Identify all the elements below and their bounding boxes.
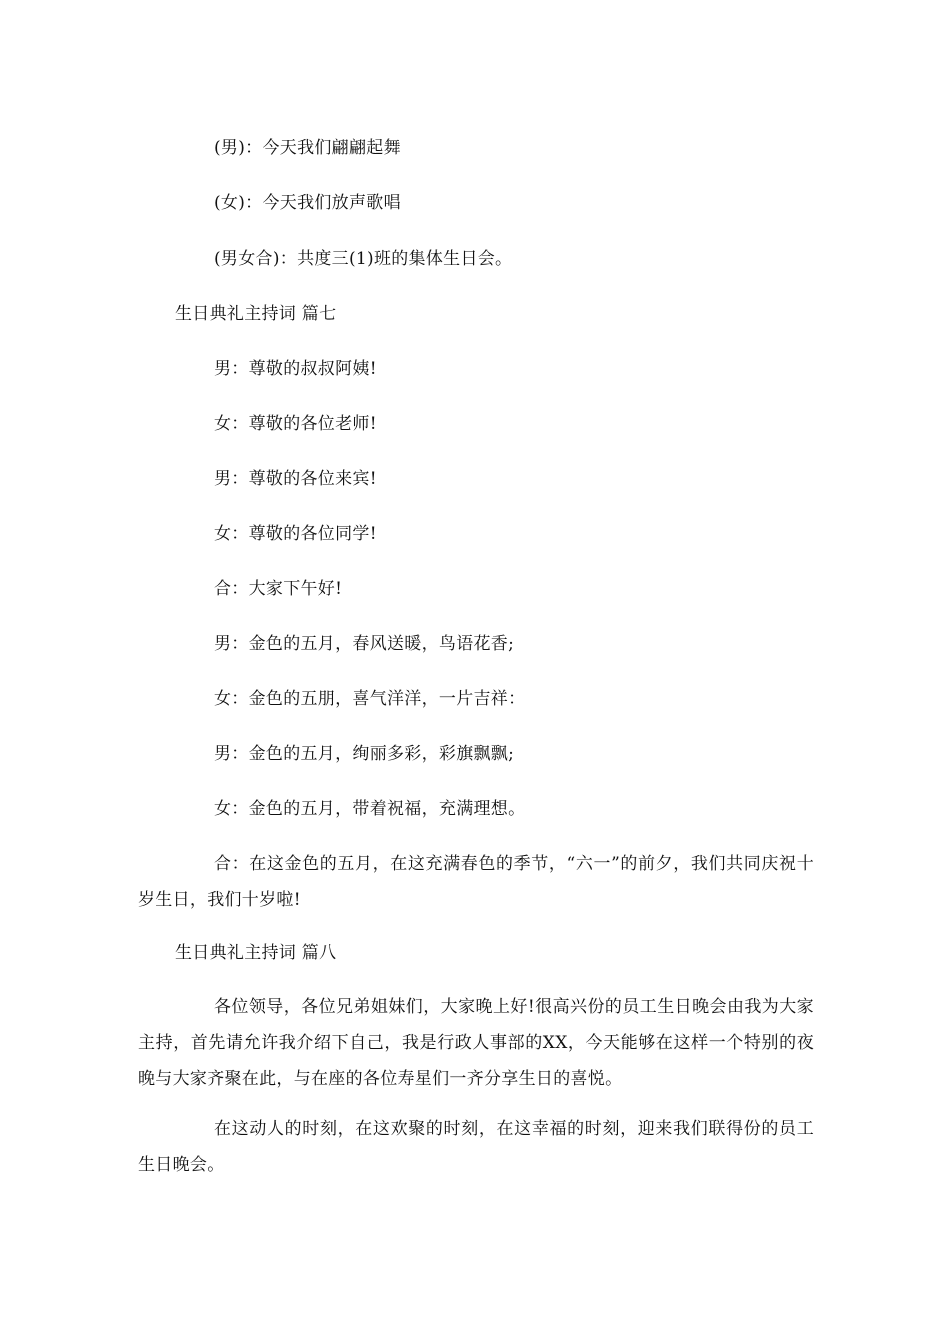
body-paragraph: 各位领导，各位兄弟姐妹们，大家晚上好!很高兴份的员工生日晚会由我为大家主持，首先请允许我介绍下自己，我是行政人事部的XX，今天能够在这样一个特别的夜晚与大家齐聚在此，与在座的各位寿星们一齐分享生日的喜悦。 (138, 997, 814, 1089)
dialogue-line: 女：尊敬的各位同学! (214, 524, 377, 544)
closing-paragraph: 合：在这金色的五月，在这充满春色的季节，“六一”的前夕，我们共同庆祝十岁生日，我们十岁啦! (138, 854, 814, 910)
dialogue-line: 女：尊敬的各位老师! (214, 414, 377, 434)
dialogue-line: (男女合)：共度三(1)班的集体生日会。 (214, 249, 513, 269)
dialogue-line: 男：金色的五月，绚丽多彩，彩旗飘飘; (214, 744, 515, 764)
body-paragraph: 在这动人的时刻，在这欢聚的时刻，在这幸福的时刻，迎来我们联得份的员工生日晚会。 (138, 1119, 814, 1175)
dialogue-line: 男：金色的五月，春风送暖，鸟语花香; (214, 634, 515, 654)
dialogue-line: 女：金色的五月，带着祝福，充满理想。 (214, 799, 526, 819)
section-heading: 生日典礼主持词 篇七 (175, 304, 337, 324)
dialogue-line: 女：金色的五朋，喜气洋洋，一片吉祥： (214, 689, 526, 709)
section-heading: 生日典礼主持词 篇八 (175, 943, 337, 963)
dialogue-line: 合：大家下午好! (214, 579, 343, 599)
dialogue-line: (男)：今天我们翩翩起舞 (214, 138, 401, 158)
dialogue-line: (女)：今天我们放声歌唱 (214, 193, 401, 213)
dialogue-line: 男：尊敬的各位来宾! (214, 469, 377, 489)
dialogue-line: 男：尊敬的叔叔阿姨! (214, 359, 377, 379)
